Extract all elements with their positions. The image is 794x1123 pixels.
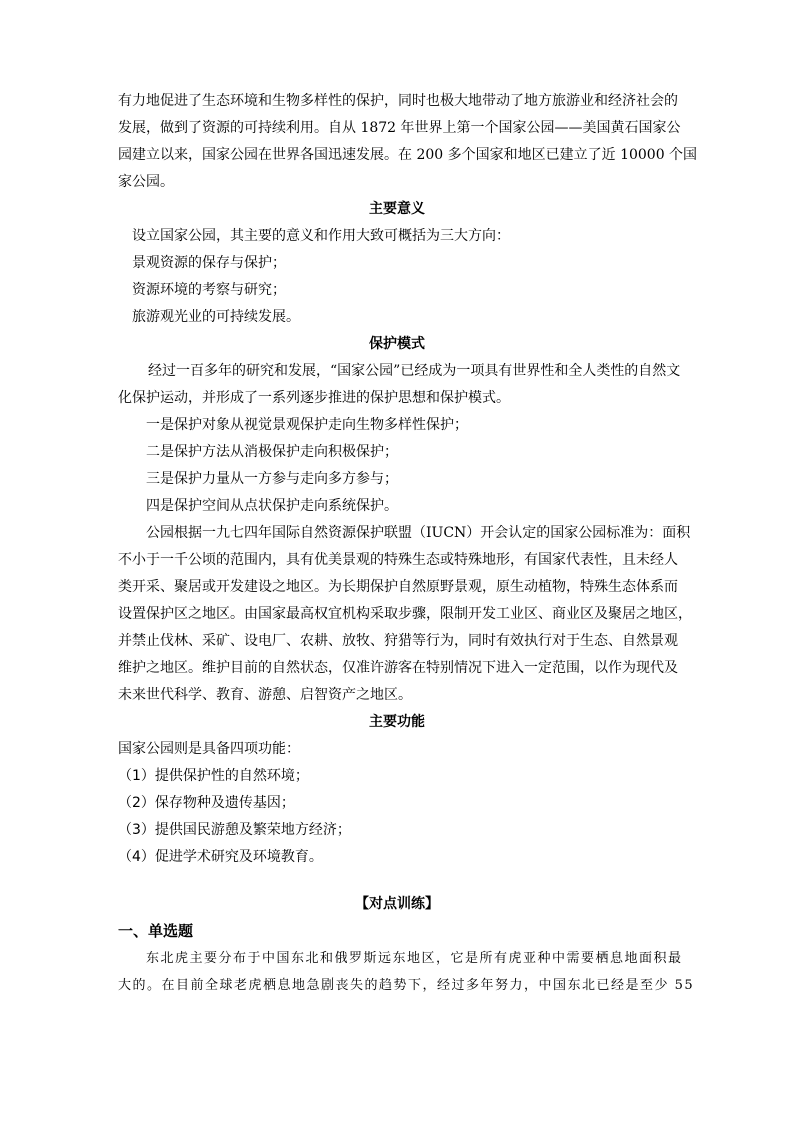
functions-item: （2）保存物种及遗传基因； [118,795,295,811]
functions-item: （4）促进学术研究及环境教育。 [118,849,323,865]
significance-heading: 主要意义 [369,201,425,217]
standard-line: 设置保护区之地区。由国家最高权宜机构采取步骤，限制开发工业区、商业区及聚居之地区， [118,606,692,622]
training-heading: 【对点训练】 [355,896,439,912]
intro-line: 家公园。 [118,174,174,190]
document-body [118,88,698,999]
standard-line: 不小于一千公顷的范围内，具有优美景观的特殊生态或特殊地形，有国家代表性，且未经人 [118,552,678,568]
significance-item: 资源环境的考察与研究； [132,282,286,298]
functions-heading: 主要功能 [369,714,425,730]
functions-item: （1）提供保护性的自然环境； [118,768,309,784]
standard-line: 类开采、聚居或开发建设之地区。为长期保护自然原野景观，原生动植物，特殊生态体系而 [118,579,678,595]
protection-para-line: 经过一百多年的研究和发展，“国家公园”已经成为一项具有世界性和全人类性的自然文 [148,363,681,379]
protection-item: 三是保护力量从一方参与走向多方参与； [146,471,398,487]
standard-line: 维护之地区。维护目前的自然状态，仅准许游客在特别情况下进入一定范围，以作为现代及 [118,660,678,676]
protection-para-line: 化保护运动，并形成了一系列逐步推进的保护思想和保护模式。 [118,390,510,406]
intro-line: 有力地促进了生态环境和生物多样性的保护，同时也极大地带动了地方旅游业和经济社会的 [118,93,678,109]
protection-item: 一是保护对象从视觉景观保护走向生物多样性保护； [146,417,468,433]
question-line: 东北虎主要分布于中国东北和俄罗斯远东地区，它是所有虎亚种中需要栖息地面积最 [146,951,683,966]
intro-line: 园建立以来，国家公园在世界各国迅速发展。在 200 多个国家和地区已建立了近 10000 个国 [118,147,698,163]
functions-lead: 国家公园则是具备四项功能： [118,741,300,757]
section-heading: 一、单选题 [118,922,194,940]
significance-lead: 设立国家公园，其主要的意义和作用大致可概括为三大方向： [132,228,510,244]
question-line: 大的。在目前全球老虎栖息地急剧丧失的趋势下，经过多年努力，中国东北已经是至少 55 [118,978,695,993]
standard-line: 公园根据一九七四年国际自然资源保护联盟（IUCN）开会认定的国家公园标准为：面积 [146,525,691,541]
protection-heading: 保护模式 [369,336,425,352]
standard-line: 未来世代科学、教育、游憩、启智资产之地区。 [118,687,412,703]
standard-line: 并禁止伐林、采矿、设电厂、农耕、放牧、狩猎等行为，同时有效执行对于生态、自然景观 [118,633,678,649]
protection-item: 二是保护方法从消极保护走向积极保护； [146,444,398,460]
functions-item: （3）提供国民游憩及繁荣地方经济； [118,822,351,838]
significance-item: 景观资源的保存与保护； [132,255,286,271]
spacer [118,871,676,891]
intro-line: 发展，做到了资源的可持续利用。自从 1872 年世界上第一个国家公园——美国黄石国家公 [118,120,681,136]
protection-item: 四是保护空间从点状保护走向系统保护。 [146,498,398,514]
significance-item: 旅游观光业的可持续发展。 [132,309,300,325]
